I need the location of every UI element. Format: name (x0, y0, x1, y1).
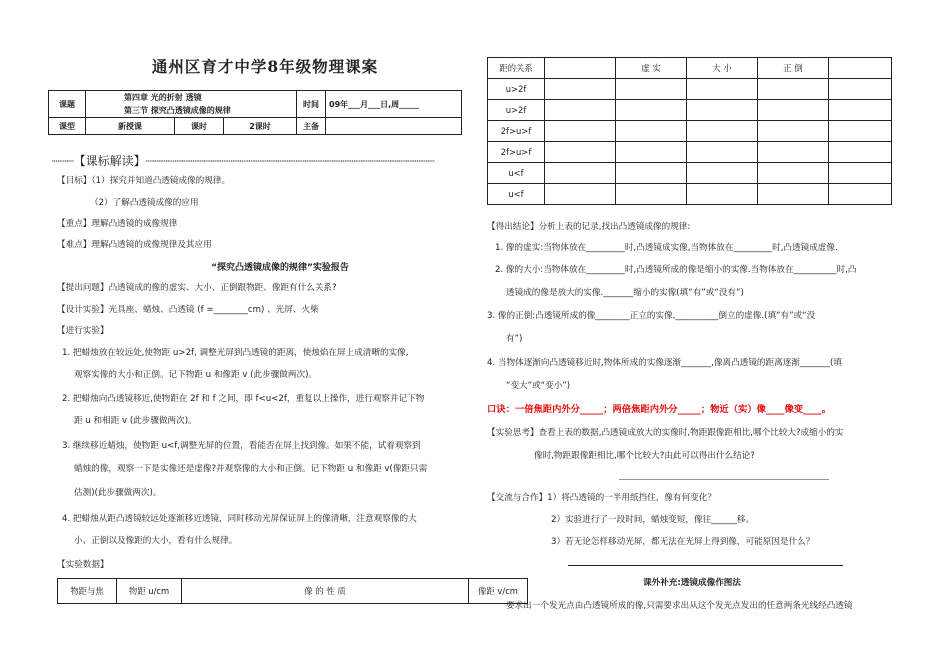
conclusion-4a: 4. 当物体逐渐向凸透镜移近时,物体所成的实像逐渐_______,像离凸透镜的距离逐渐_______(填 (487, 358, 842, 368)
table-row (488, 121, 892, 142)
results-table (487, 57, 892, 205)
step-1b: 观察实像的大小和正倒。记下物距 u 和像距 v (此步骤做两次)。 (74, 370, 318, 380)
table-row (488, 142, 892, 163)
rt-head-relation: 距的关系 (488, 58, 545, 79)
data-col-nature: 像 的 性 质 (182, 579, 469, 604)
rt-head-orientation: 正 倒 (758, 58, 829, 79)
rt-head-blank2 (829, 58, 892, 79)
report-title: “探究凸透镜成像的规律”实验报告 (211, 263, 349, 273)
lead-value (326, 118, 462, 135)
extra-text: 要求出一个发光点由凸透镜所成的像,只需要求出从这个发光点发出的任意两条光线经凸透镜 (506, 601, 853, 611)
data-col-relation: 物距与焦 (58, 579, 117, 604)
cooperate-2: 2）实验进行了一段时间，蜡烛变短，像往______移。 (551, 515, 755, 525)
conclusion-2a: 2. 像的大小:当物体放在_________时,凸透镜所成的像是缩小的实像.当物体放在__________时,凸 (495, 265, 857, 275)
type-value: 新授课 (86, 118, 175, 135)
step-1a: 1. 把蜡烛放在较远处,使物距 u>2f, 调整光屏到凸透镜的距离，使烛焰在屏上成清晰的实像, (62, 348, 409, 358)
data-col-u: 物距 u/cm (117, 579, 182, 604)
step-2a: 2. 把蜡烛向凸透镜移近,使物距在 2f 和 f 之间，即 f<u<2f，重复以上操作，进行观察并记下物 (62, 394, 425, 404)
type-label: 课型 (49, 118, 86, 135)
rt-head-virtual-real: 虚 实 (616, 58, 687, 79)
data-col-v: 像距 v/cm (469, 579, 528, 604)
conclusion-1: 1. 像的虚实:当物体放在_________时,凸透镜成实像,当物体放在_________时,凸透镜成虚像. (495, 243, 838, 253)
step-3a: 3. 继续移近蜡烛，使物距 u<f,调整光屏的位置，看能否在屏上找到像。如果不能，试着观察到 (62, 441, 421, 451)
topic-label: 课题 (49, 91, 86, 118)
think-a: 【实验思考】查看上表的数据,凸透镜成放大的实像时,物距跟像距相比,哪个比较大?成缩小的实 (487, 428, 844, 438)
data-heading: 【实验数据】 (57, 560, 109, 570)
lead-label: 主备 (297, 118, 326, 135)
rt-row-label: 2f>u>f (488, 121, 545, 142)
divider (568, 565, 843, 566)
difficulty: 【难点】理解凸透镜的成像规律及其应用 (57, 240, 212, 250)
rt-head-size: 大 小 (687, 58, 758, 79)
table-row (488, 163, 892, 184)
divider (619, 479, 829, 480)
think-b: 像时,物距跟像距相比,哪个比较大?由此可以得出什么结论? (534, 451, 755, 461)
conclusion-3a: 3. 像的正倒:凸透镜所成的像________正立的实像,__________倒立的虚像.(填“有”或“没 (487, 311, 816, 321)
conclusion-4b: “变大”或“变小”) (506, 381, 571, 391)
data-table (57, 578, 528, 604)
step-4b: 小、正倒以及像距的大小，看有什么规律。 (74, 536, 238, 546)
cooperate-1: 【交流与合作】1）将凸透镜的一半用纸挡住，像有何变化？ (487, 493, 716, 503)
rt-row-label: u<f (488, 184, 545, 205)
conclusion-2b: 透镜成的像是放大的实像._______缩小的实像(填“有”或“没有”) (506, 288, 744, 298)
conclusion-heading: 【得出结论】分析上表的记录,找出凸透镜成像的规律: (487, 222, 691, 232)
key-point: 【重点】理解凸透镜的成像规律 (57, 219, 178, 229)
extra-title: 课外补充:透镜成像作图法 (643, 578, 741, 588)
conclusion-3b: 有”) (506, 334, 523, 344)
design-experiment: 【设计实验】光具座、蜡烛、凸透镜 (f =________cm) 、光屏、火柴 (57, 305, 319, 315)
rt-row-label: u>2f (488, 79, 545, 100)
topic-line2: 第三节 探究凸透镜成像的规律 (86, 104, 297, 118)
goal-2: （2）了解凸透镜成像的应用 (90, 198, 199, 208)
rt-row-label: u<f (488, 163, 545, 184)
table-row (488, 100, 892, 121)
header-table (48, 90, 462, 135)
table-row (488, 79, 892, 100)
step-3b: 蜡烛的像，观察一下是实像还是虚像?并观察像的大小和正倒。记下物距 u 和像距 v(像距只需 (74, 464, 428, 474)
time-value: 09年___月___日,周_____ (326, 91, 462, 118)
topic-line1: 第四章 光的折射 透镜 (86, 91, 297, 105)
page-title: 通州区育才中学8年级物理课案 (151, 57, 379, 76)
rt-head-blank1 (545, 58, 616, 79)
mnemonic: 口诀：一倍焦距内外分_____；两倍焦距内外分_____；物近（实）像____像变____。 (487, 404, 831, 415)
hours-value: 2课时 (224, 118, 297, 135)
step-2b: 距 u 和相距 v (此步骤做两次)。 (74, 416, 197, 426)
step-4a: 4. 把蜡烛从距凸透镜较远处逐渐移近透镜，同时移动光屏保证屏上的像清晰，注意观察像的大 (62, 514, 417, 524)
rt-row-label: u>2f (488, 100, 545, 121)
step-3c: 估测)(此步骤做两次)。 (74, 488, 162, 498)
rt-row-label: 2f>u>f (488, 142, 545, 163)
goal-1: 【目标】（1）探究并知道凸透镜成像的规律。 (57, 176, 231, 186)
section-heading: ┈┈┈【课标解读】┈┈┈┈┈┈┈┈┈┈┈┈┈┈┈┈┈┈┈┈┈┈┈┈┈┈┈┈┈┈┈┈┈┈┈┈┈┈┈┈ (52, 154, 435, 168)
time-label: 时间 (297, 91, 326, 118)
hours-label: 课时 (175, 118, 224, 135)
table-row (488, 184, 892, 205)
cooperate-3: 3）若无论怎样移动光屏，都无法在光屏上得到像，可能原因是什么？ (551, 537, 815, 547)
proceed-heading: 【进行实验】 (57, 326, 109, 336)
raise-question: 【提出问题】凸透镜成的像的虚实、大小、正倒跟物距、像距有什么关系? (57, 283, 337, 293)
